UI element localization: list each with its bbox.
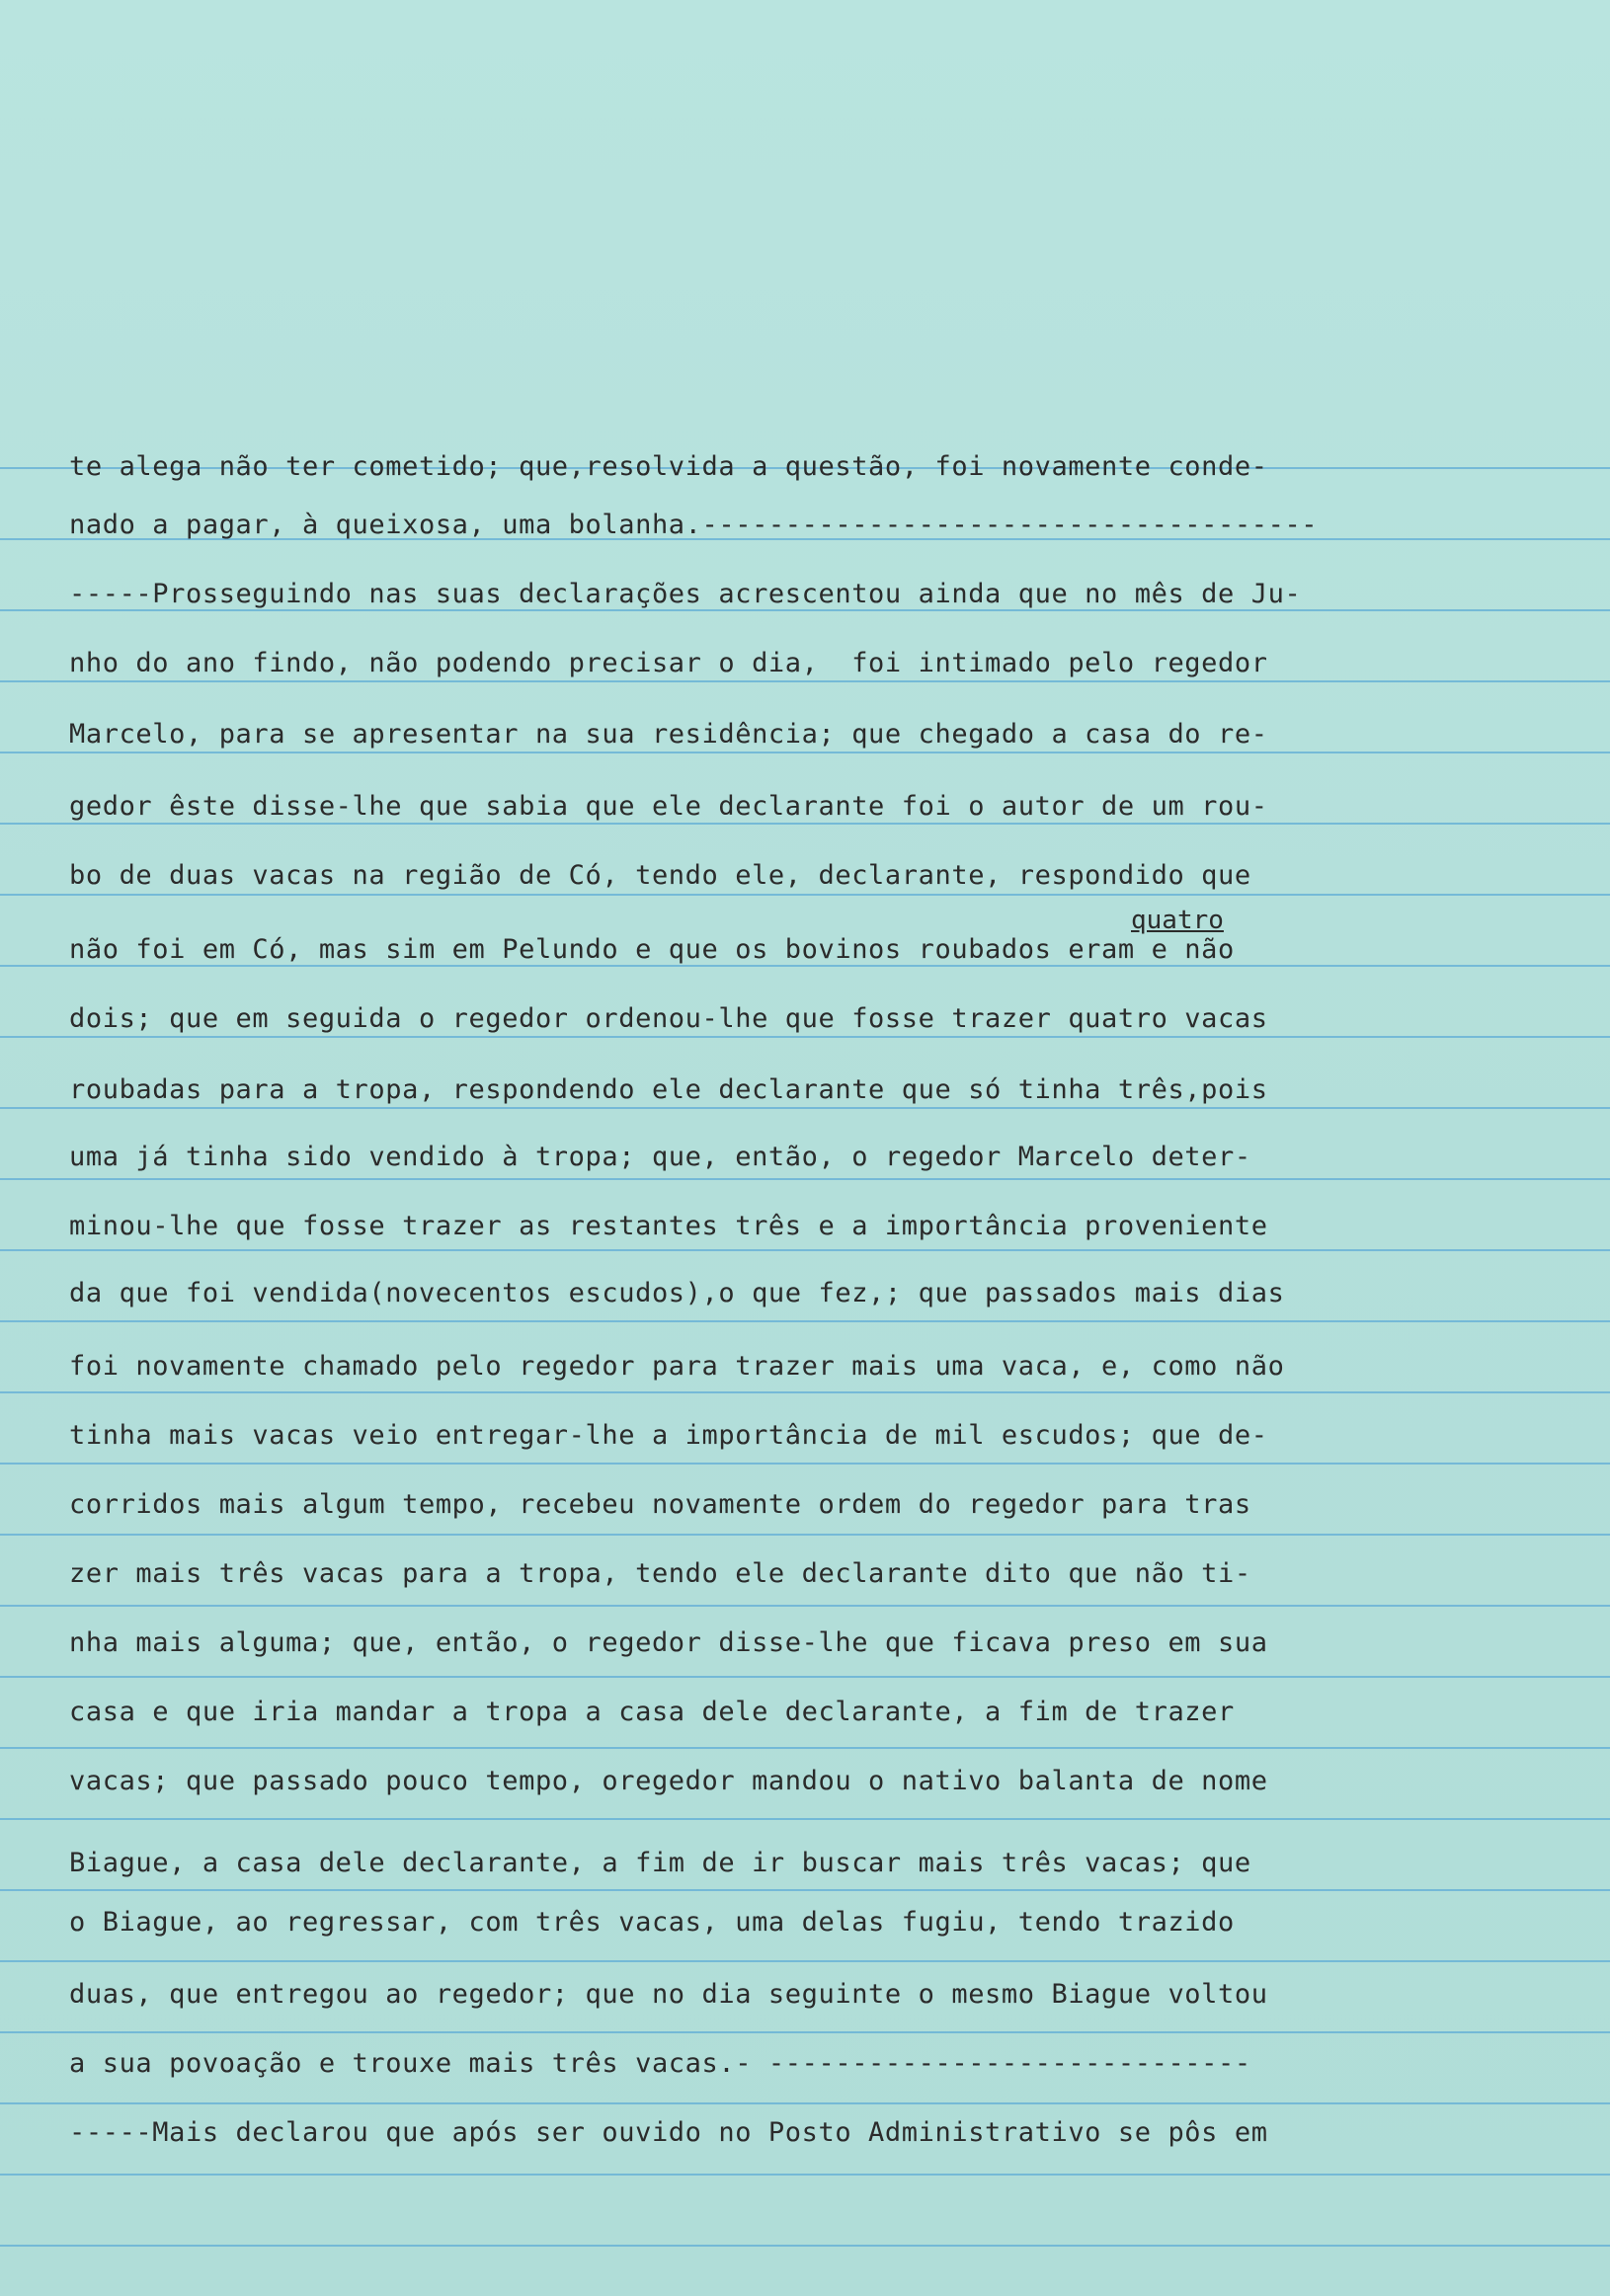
text-line: duas, que entregou ao regedor; que no dia seguinte o mesmo Biague voltou bbox=[69, 1979, 1268, 2010]
text-line: dois; que em seguida o regedor ordenou-lhe que fosse trazer quatro vacas bbox=[69, 1003, 1268, 1034]
text-line: nho do ano findo, não podendo precisar o dia, foi intimado pelo regedor bbox=[69, 648, 1268, 678]
rule-line bbox=[0, 1320, 1610, 1322]
text-line: nado a pagar, à queixosa, uma bolanha.------------------------------------- bbox=[69, 510, 1319, 540]
text-line: minou-lhe que fosse trazer as restantes três e a importância proveniente bbox=[69, 1211, 1268, 1241]
text-line: tinha mais vacas veio entregar-lhe a importância de mil escudos; que de- bbox=[69, 1420, 1268, 1451]
rule-line bbox=[0, 1107, 1610, 1109]
text-line: gedor êste disse-lhe que sabia que ele declarante foi o autor de um rou- bbox=[69, 791, 1268, 822]
text-line: Biague, a casa dele declarante, a fim de ir buscar mais três vacas; que bbox=[69, 1848, 1251, 1878]
text-line: foi novamente chamado pelo regedor para trazer mais uma vaca, e, como não bbox=[69, 1351, 1285, 1382]
rule-line bbox=[0, 1391, 1610, 1393]
text-line: bo de duas vacas na região de Có, tendo ele, declarante, respondido que bbox=[69, 860, 1251, 891]
text-line: da que foi vendida(novecentos escudos),o que fez,; que passados mais dias bbox=[69, 1278, 1285, 1308]
rule-line bbox=[0, 752, 1610, 753]
rule-line bbox=[0, 1960, 1610, 1962]
text-line: te alega não ter cometido; que,resolvida a questão, foi novamente conde- bbox=[69, 451, 1268, 482]
rule-line bbox=[0, 1676, 1610, 1678]
text-line: o Biague, ao regressar, com três vacas, uma delas fugiu, tendo trazido bbox=[69, 1907, 1235, 1938]
rule-line bbox=[0, 1463, 1610, 1465]
text-line: -----Prosseguindo nas suas declarações acrescentou ainda que no mês de Ju- bbox=[69, 579, 1302, 609]
rule-line bbox=[0, 1889, 1610, 1891]
text-line: vacas; que passado pouco tempo, oregedor mandou o nativo balanta de nome bbox=[69, 1766, 1268, 1796]
rule-line bbox=[0, 1605, 1610, 1607]
rule-line bbox=[0, 1747, 1610, 1749]
rule-line bbox=[0, 1178, 1610, 1180]
rule-line bbox=[0, 2245, 1610, 2247]
rule-line bbox=[0, 2102, 1610, 2104]
text-line: nha mais alguma; que, então, o regedor disse-lhe que ficava preso em sua bbox=[69, 1627, 1268, 1658]
text-line: casa e que iria mandar a tropa a casa dele declarante, a fim de trazer bbox=[69, 1697, 1235, 1727]
text-line: uma já tinha sido vendido à tropa; que, então, o regedor Marcelo deter- bbox=[69, 1142, 1251, 1172]
text-line: roubadas para a tropa, respondendo ele declarante que só tinha três,pois bbox=[69, 1074, 1268, 1105]
text-line: Marcelo, para se apresentar na sua residência; que chegado a casa do re- bbox=[69, 719, 1268, 750]
interlinear-insertion: quatro bbox=[1131, 906, 1224, 935]
rule-line bbox=[0, 680, 1610, 682]
rule-line bbox=[0, 1036, 1610, 1038]
text-line: -----Mais declarou que após ser ouvido no Posto Administrativo se pôs em bbox=[69, 2117, 1268, 2148]
text-line: a sua povoação e trouxe mais três vacas.- ----------------------------- bbox=[69, 2048, 1251, 2079]
rule-line bbox=[0, 1249, 1610, 1251]
rule-line bbox=[0, 1534, 1610, 1536]
rule-line bbox=[0, 894, 1610, 896]
rule-line bbox=[0, 2174, 1610, 2176]
text-line: zer mais três vacas para a tropa, tendo ele declarante dito que não ti- bbox=[69, 1558, 1251, 1589]
rule-line bbox=[0, 1818, 1610, 1820]
rule-line bbox=[0, 2031, 1610, 2033]
text-line: não foi em Có, mas sim em Pelundo e que os bovinos roubados eram e não bbox=[69, 934, 1235, 965]
text-line: corridos mais algum tempo, recebeu novamente ordem do regedor para tras bbox=[69, 1489, 1251, 1520]
